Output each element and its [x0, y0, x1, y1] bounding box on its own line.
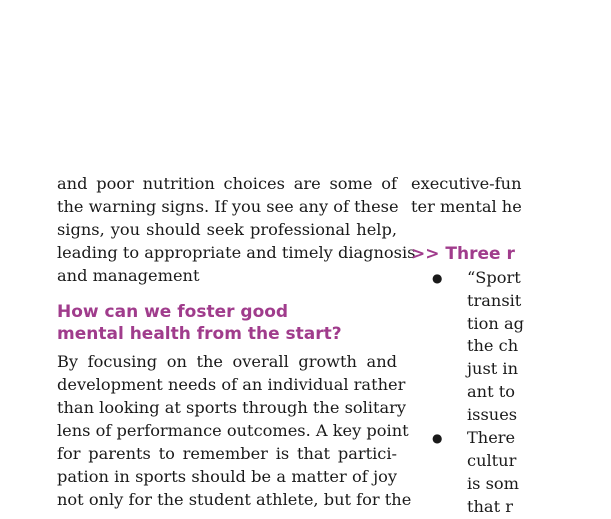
text-line: ter mental he — [411, 196, 522, 216]
text-line: leading to appropriate and timely diagnosis — [57, 242, 416, 262]
text-line: pation in sports should be a matter of joy — [57, 466, 397, 486]
text-line: just in — [467, 359, 519, 379]
text-line: tion ag — [467, 313, 525, 333]
text-line: the ch — [467, 336, 519, 356]
text-line: cultur — [467, 450, 517, 470]
text-line: signs, you should seek professional help, — [57, 219, 397, 239]
heading-line: How can we foster good — [57, 302, 289, 323]
text-line: is som — [467, 473, 520, 493]
bullet-list — [411, 267, 611, 519]
text-line: not only for the student athlete, but for the — [57, 489, 412, 509]
section-heading — [57, 301, 397, 345]
text-line: for parents to remember is that partici- — [57, 444, 397, 464]
right-column — [411, 173, 611, 519]
paragraph-focus — [57, 351, 412, 511]
text-line: issues — [467, 405, 518, 425]
text-line: the warning signs. If you see any of these — [57, 196, 399, 216]
text-line: ant to — [467, 382, 515, 402]
text-line: There — [467, 428, 516, 448]
text-line: and management — [57, 265, 200, 285]
bullet-icon: ● — [432, 270, 443, 285]
text-line: that r — [467, 496, 513, 516]
text-line: development needs of an individual rather — [57, 375, 406, 395]
bullet-icon: ● — [432, 431, 443, 446]
text-line: and poor nutrition choices are some of — [57, 174, 397, 193]
text-line: executive-fun — [411, 174, 522, 193]
heading-line: mental health from the start? — [57, 324, 342, 345]
text-line: transit — [467, 290, 522, 310]
paragraph-warning-signs — [57, 173, 416, 287]
text-line: “Sport — [467, 267, 521, 287]
list-item — [411, 427, 611, 519]
left-column — [57, 173, 416, 512]
text-line: than looking at sports through the solitary — [57, 398, 407, 418]
text-line: By focusing on the overall growth and — [57, 352, 397, 372]
list-item — [411, 267, 611, 427]
text-line: lens of performance outcomes. A key point — [57, 421, 409, 441]
section-heading-right: >> Three r — [411, 243, 515, 264]
